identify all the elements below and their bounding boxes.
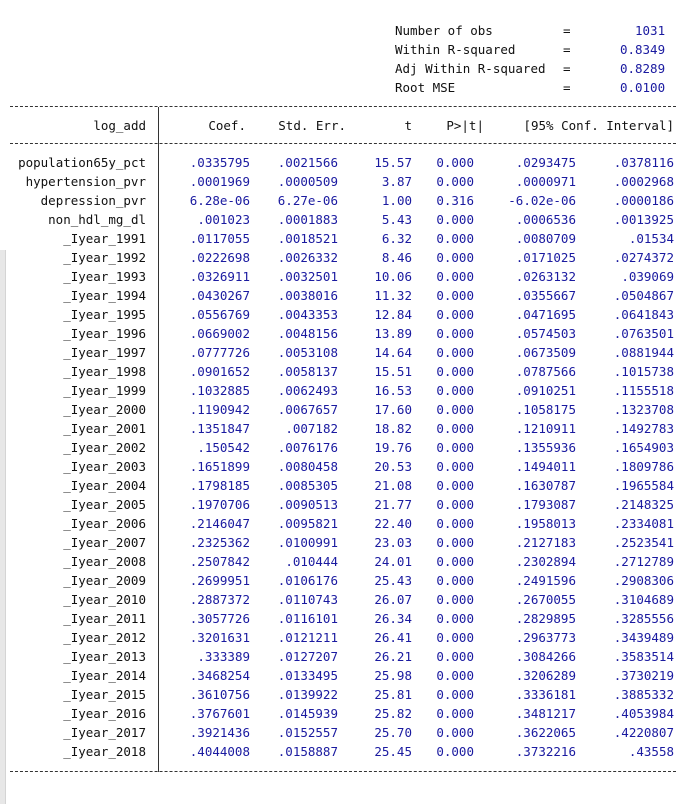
table-row: [10, 153, 676, 172]
table-row: [10, 172, 676, 191]
table-row: [10, 438, 676, 457]
t-stat-cell: 15.57: [374, 155, 412, 170]
ci-upper-cell: .2523541: [613, 535, 674, 550]
ci-lower-cell: .3481217: [515, 706, 576, 721]
table-header: [10, 116, 676, 135]
p-value-cell: 0.000: [436, 611, 474, 626]
stat-equals: =: [563, 23, 571, 38]
ci-lower-cell: .3206289: [515, 668, 576, 683]
table-row: [10, 305, 676, 324]
variable-name: _Iyear_1996: [63, 326, 146, 341]
variable-name: _Iyear_2017: [63, 725, 146, 740]
t-stat-cell: 1.00: [381, 193, 412, 208]
ci-upper-cell: .2712789: [613, 554, 674, 569]
p-value-cell: 0.000: [436, 269, 474, 284]
ci-lower-cell: .0006536: [515, 212, 576, 227]
stat-label: Within R-squared: [395, 42, 516, 57]
t-stat-cell: 6.32: [381, 231, 412, 246]
ci-upper-cell: .01534: [628, 231, 674, 246]
ci-lower-cell: .0263132: [515, 269, 576, 284]
p-value-cell: 0.000: [436, 687, 474, 702]
variable-name: population65y_pct: [18, 155, 146, 170]
t-stat-cell: 24.01: [374, 554, 412, 569]
table-row: [10, 704, 676, 723]
t-stat-cell: 11.32: [374, 288, 412, 303]
ci-lower-cell: .0787566: [515, 364, 576, 379]
table-row: [10, 457, 676, 476]
ci-lower-cell: .1494011: [515, 459, 576, 474]
std-err-cell: .0080458: [277, 459, 338, 474]
variable-name: _Iyear_1995: [63, 307, 146, 322]
stat-row: [395, 59, 666, 78]
coefficient-table: [10, 153, 676, 761]
stat-row: [395, 21, 666, 40]
coef-cell: .3767601: [189, 706, 250, 721]
ci-lower-cell: .0355667: [515, 288, 576, 303]
std-err-cell: .0021566: [277, 155, 338, 170]
ci-upper-cell: .2908306: [613, 573, 674, 588]
p-value-cell: 0.000: [436, 649, 474, 664]
ci-upper-cell: .039069: [621, 269, 674, 284]
variable-name: hypertension_pvr: [25, 174, 146, 189]
conf-interval-header: [95% Conf. Interval]: [523, 118, 674, 133]
stat-value: 0.8289: [619, 61, 666, 76]
coef-cell: .2887372: [189, 592, 250, 607]
coef-cell: .0001969: [189, 174, 250, 189]
t-stat-cell: 21.77: [374, 497, 412, 512]
p-value-cell: 0.000: [436, 497, 474, 512]
coef-cell: .0222698: [189, 250, 250, 265]
variable-name: _Iyear_2010: [63, 592, 146, 607]
std-err-cell: .0090513: [277, 497, 338, 512]
table-row: [10, 685, 676, 704]
p-value-cell: 0.000: [436, 402, 474, 417]
t-stat-cell: 10.06: [374, 269, 412, 284]
std-err-cell: .0158887: [277, 744, 338, 759]
t-stat-cell: 21.08: [374, 478, 412, 493]
coef-cell: .0335795: [189, 155, 250, 170]
t-stat-cell: 8.46: [381, 250, 412, 265]
std-err-cell: .0018521: [277, 231, 338, 246]
t-stat-cell: 3.87: [381, 174, 412, 189]
table-row: [10, 628, 676, 647]
coef-cell: .3201631: [189, 630, 250, 645]
p-value-cell: 0.000: [436, 364, 474, 379]
table-row: [10, 324, 676, 343]
header-rule: [10, 143, 676, 144]
variable-name: _Iyear_2014: [63, 668, 146, 683]
std-err-cell: .0085305: [277, 478, 338, 493]
stat-value: 1031: [635, 23, 666, 38]
ci-upper-cell: .0504867: [613, 288, 674, 303]
dep-var-header: log_add: [93, 118, 146, 133]
ci-upper-cell: .4053984: [613, 706, 674, 721]
ci-upper-cell: .1965584: [613, 478, 674, 493]
std-err-cell: .010444: [285, 554, 338, 569]
variable-name: non_hdl_mg_dl: [48, 212, 146, 227]
coef-cell: .2507842: [189, 554, 250, 569]
ci-upper-cell: .1155518: [613, 383, 674, 398]
ci-upper-cell: .3104689: [613, 592, 674, 607]
coef-cell: .1351847: [189, 421, 250, 436]
variable-name: _Iyear_2009: [63, 573, 146, 588]
p-value-cell: 0.316: [436, 193, 474, 208]
ci-upper-cell: .4220807: [613, 725, 674, 740]
t-stat-cell: 25.81: [374, 687, 412, 702]
t-stat-cell: 15.51: [374, 364, 412, 379]
t-stat-cell: 25.98: [374, 668, 412, 683]
p-value-cell: 0.000: [436, 250, 474, 265]
coef-cell: .0430267: [189, 288, 250, 303]
coef-cell: .3610756: [189, 687, 250, 702]
coef-cell: .1970706: [189, 497, 250, 512]
table-row: [10, 343, 676, 362]
std-err-cell: .0139922: [277, 687, 338, 702]
ci-upper-cell: .1015738: [613, 364, 674, 379]
ci-lower-cell: .2963773: [515, 630, 576, 645]
ci-lower-cell: .0293475: [515, 155, 576, 170]
table-top-rule: [10, 106, 676, 107]
table-row: [10, 609, 676, 628]
t-stat-cell: 19.76: [374, 440, 412, 455]
std-err-cell: .0001883: [277, 212, 338, 227]
coef-cell: .333389: [197, 649, 250, 664]
ci-lower-cell: .1355936: [515, 440, 576, 455]
table-row: [10, 400, 676, 419]
p-header: P>|t|: [446, 118, 484, 133]
coef-cell: .2325362: [189, 535, 250, 550]
coef-cell: .1651899: [189, 459, 250, 474]
coef-cell: .4044008: [189, 744, 250, 759]
t-stat-cell: 25.43: [374, 573, 412, 588]
ci-lower-cell: .1058175: [515, 402, 576, 417]
p-value-cell: 0.000: [436, 288, 474, 303]
table-row: [10, 533, 676, 552]
ci-lower-cell: .0171025: [515, 250, 576, 265]
ci-lower-cell: .3732216: [515, 744, 576, 759]
table-row: [10, 419, 676, 438]
t-stat-cell: 18.82: [374, 421, 412, 436]
p-value-cell: 0.000: [436, 383, 474, 398]
std-err-cell: .0038016: [277, 288, 338, 303]
stat-equals: =: [563, 61, 571, 76]
ci-upper-cell: .43558: [628, 744, 674, 759]
ci-lower-cell: .2829895: [515, 611, 576, 626]
variable-name: _Iyear_2016: [63, 706, 146, 721]
std-err-cell: .007182: [285, 421, 338, 436]
stat-value: 0.8349: [619, 42, 666, 57]
coef-cell: .150542: [197, 440, 250, 455]
variable-name: depression_pvr: [40, 193, 146, 208]
p-value-cell: 0.000: [436, 630, 474, 645]
table-row: [10, 248, 676, 267]
ci-upper-cell: .3885332: [613, 687, 674, 702]
t-stat-cell: 25.70: [374, 725, 412, 740]
std-err-cell: .0026332: [277, 250, 338, 265]
std-err-cell: .0145939: [277, 706, 338, 721]
coef-cell: .3057726: [189, 611, 250, 626]
coef-cell: .0556769: [189, 307, 250, 322]
ci-upper-cell: .1323708: [613, 402, 674, 417]
std-err-cell: .0000509: [277, 174, 338, 189]
coef-cell: .0777726: [189, 345, 250, 360]
std-err-cell: .0048156: [277, 326, 338, 341]
table-row: [10, 723, 676, 742]
table-row: [10, 666, 676, 685]
p-value-cell: 0.000: [436, 573, 474, 588]
coef-cell: .1190942: [189, 402, 250, 417]
t-stat-cell: 20.53: [374, 459, 412, 474]
variable-name: _Iyear_2012: [63, 630, 146, 645]
coef-cell: .2146047: [189, 516, 250, 531]
ci-upper-cell: .3583514: [613, 649, 674, 664]
table-row: [10, 286, 676, 305]
std-err-cell: .0095821: [277, 516, 338, 531]
p-value-cell: 0.000: [436, 231, 474, 246]
variable-name: _Iyear_2002: [63, 440, 146, 455]
p-value-cell: 0.000: [436, 535, 474, 550]
std-err-cell: .0116101: [277, 611, 338, 626]
ci-lower-cell: .3336181: [515, 687, 576, 702]
std-err-cell: .0100991: [277, 535, 338, 550]
ci-lower-cell: .0080709: [515, 231, 576, 246]
p-value-cell: 0.000: [436, 668, 474, 683]
ci-lower-cell: .1958013: [515, 516, 576, 531]
t-stat-cell: 17.60: [374, 402, 412, 417]
ci-upper-cell: .0881944: [613, 345, 674, 360]
p-value-cell: 0.000: [436, 706, 474, 721]
p-value-cell: 0.000: [436, 307, 474, 322]
p-value-cell: 0.000: [436, 592, 474, 607]
coef-cell: .1798185: [189, 478, 250, 493]
table-row: [10, 647, 676, 666]
stat-label: Number of obs: [395, 23, 493, 38]
variable-name: _Iyear_2006: [63, 516, 146, 531]
t-stat-cell: 26.34: [374, 611, 412, 626]
t-stat-cell: 16.53: [374, 383, 412, 398]
table-row: [10, 552, 676, 571]
variable-name: _Iyear_2015: [63, 687, 146, 702]
table-row: [10, 210, 676, 229]
variable-name: _Iyear_2004: [63, 478, 146, 493]
std-err-cell: .0106176: [277, 573, 338, 588]
t-stat-cell: 22.40: [374, 516, 412, 531]
std-err-cell: .0053108: [277, 345, 338, 360]
coef-header: Coef.: [208, 118, 246, 133]
t-stat-cell: 13.89: [374, 326, 412, 341]
ci-upper-cell: .0000186: [613, 193, 674, 208]
coef-cell: .3921436: [189, 725, 250, 740]
p-value-cell: 0.000: [436, 478, 474, 493]
model-stats: [395, 21, 666, 97]
variable-name: _Iyear_1997: [63, 345, 146, 360]
ci-upper-cell: .3285556: [613, 611, 674, 626]
coef-cell: .3468254: [189, 668, 250, 683]
variable-name: _Iyear_2000: [63, 402, 146, 417]
ci-lower-cell: .1630787: [515, 478, 576, 493]
t-stat-cell: 26.07: [374, 592, 412, 607]
p-value-cell: 0.000: [436, 326, 474, 341]
ci-upper-cell: .3439489: [613, 630, 674, 645]
p-value-cell: 0.000: [436, 440, 474, 455]
table-row: [10, 191, 676, 210]
coef-cell: .2699951: [189, 573, 250, 588]
variable-name: _Iyear_1991: [63, 231, 146, 246]
ci-upper-cell: .0274372: [613, 250, 674, 265]
ci-upper-cell: .0378116: [613, 155, 674, 170]
ci-upper-cell: .1654903: [613, 440, 674, 455]
coef-cell: .1032885: [189, 383, 250, 398]
p-value-cell: 0.000: [436, 174, 474, 189]
p-value-cell: 0.000: [436, 155, 474, 170]
stat-row: [395, 40, 666, 59]
t-stat-cell: 5.43: [381, 212, 412, 227]
coef-cell: .0901652: [189, 364, 250, 379]
variable-name: _Iyear_2001: [63, 421, 146, 436]
std-err-cell: 6.27e-06: [277, 193, 338, 208]
p-value-cell: 0.000: [436, 725, 474, 740]
ci-upper-cell: .3730219: [613, 668, 674, 683]
std-err-cell: .0127207: [277, 649, 338, 664]
variable-name: _Iyear_2003: [63, 459, 146, 474]
p-value-cell: 0.000: [436, 345, 474, 360]
ci-lower-cell: .0910251: [515, 383, 576, 398]
coef-cell: .0117055: [189, 231, 250, 246]
t-stat-cell: 26.21: [374, 649, 412, 664]
table-bottom-rule: [10, 771, 676, 772]
stat-equals: =: [563, 80, 571, 95]
std-err-cell: .0110743: [277, 592, 338, 607]
p-value-cell: 0.000: [436, 212, 474, 227]
std-err-cell: .0032501: [277, 269, 338, 284]
ci-lower-cell: .0673509: [515, 345, 576, 360]
p-value-cell: 0.000: [436, 554, 474, 569]
table-row: [10, 495, 676, 514]
variable-name: _Iyear_2007: [63, 535, 146, 550]
ci-lower-cell: -6.02e-06: [508, 193, 576, 208]
ci-upper-cell: .2334081: [613, 516, 674, 531]
t-stat-cell: 14.64: [374, 345, 412, 360]
variable-name: _Iyear_1992: [63, 250, 146, 265]
std-err-cell: .0076176: [277, 440, 338, 455]
ci-lower-cell: .0000971: [515, 174, 576, 189]
stat-value: 0.0100: [619, 80, 666, 95]
coef-cell: .001023: [197, 212, 250, 227]
p-value-cell: 0.000: [436, 421, 474, 436]
ci-upper-cell: .2148325: [613, 497, 674, 512]
table-row: [10, 267, 676, 286]
ci-lower-cell: .3622065: [515, 725, 576, 740]
t-stat-cell: 23.03: [374, 535, 412, 550]
t-stat-cell: 12.84: [374, 307, 412, 322]
std-err-cell: .0043353: [277, 307, 338, 322]
p-value-cell: 0.000: [436, 744, 474, 759]
p-value-cell: 0.000: [436, 459, 474, 474]
ci-lower-cell: .1793087: [515, 497, 576, 512]
t-stat-cell: 25.45: [374, 744, 412, 759]
variable-name: _Iyear_2008: [63, 554, 146, 569]
table-row: [10, 571, 676, 590]
variable-name: _Iyear_1999: [63, 383, 146, 398]
stat-label: Root MSE: [395, 80, 456, 95]
coef-cell: 6.28e-06: [189, 193, 250, 208]
ci-lower-cell: .3084266: [515, 649, 576, 664]
ci-lower-cell: .0471695: [515, 307, 576, 322]
table-row: [10, 514, 676, 533]
variable-name: _Iyear_2005: [63, 497, 146, 512]
variable-name: _Iyear_1993: [63, 269, 146, 284]
ci-upper-cell: .0013925: [613, 212, 674, 227]
coef-cell: .0326911: [189, 269, 250, 284]
ci-upper-cell: .0641843: [613, 307, 674, 322]
table-row: [10, 362, 676, 381]
std-err-cell: .0058137: [277, 364, 338, 379]
table-row: [10, 590, 676, 609]
p-value-cell: 0.000: [436, 516, 474, 531]
table-row: [10, 742, 676, 761]
std-err-cell: .0121211: [277, 630, 338, 645]
ci-lower-cell: .2302894: [515, 554, 576, 569]
ci-lower-cell: .1210911: [515, 421, 576, 436]
std-err-header: Std. Err.: [278, 118, 346, 133]
ci-upper-cell: .1492783: [613, 421, 674, 436]
variable-name: _Iyear_1994: [63, 288, 146, 303]
ci-upper-cell: .0763501: [613, 326, 674, 341]
t-header: t: [404, 118, 412, 133]
table-row: [10, 476, 676, 495]
ci-lower-cell: .2127183: [515, 535, 576, 550]
std-err-cell: .0067657: [277, 402, 338, 417]
stat-label: Adj Within R-squared: [395, 61, 546, 76]
ci-lower-cell: .0574503: [515, 326, 576, 341]
t-stat-cell: 25.82: [374, 706, 412, 721]
ci-upper-cell: .0002968: [613, 174, 674, 189]
std-err-cell: .0062493: [277, 383, 338, 398]
variable-name: _Iyear_1998: [63, 364, 146, 379]
scrollbar-track[interactable]: [0, 250, 6, 804]
variable-name: _Iyear_2013: [63, 649, 146, 664]
ci-lower-cell: .2670055: [515, 592, 576, 607]
t-stat-cell: 26.41: [374, 630, 412, 645]
stat-row: [395, 78, 666, 97]
stat-equals: =: [563, 42, 571, 57]
table-row: [10, 229, 676, 248]
ci-upper-cell: .1809786: [613, 459, 674, 474]
std-err-cell: .0133495: [277, 668, 338, 683]
variable-name: _Iyear_2018: [63, 744, 146, 759]
variable-name: _Iyear_2011: [63, 611, 146, 626]
ci-lower-cell: .2491596: [515, 573, 576, 588]
std-err-cell: .0152557: [277, 725, 338, 740]
coef-cell: .0669002: [189, 326, 250, 341]
table-row: [10, 381, 676, 400]
